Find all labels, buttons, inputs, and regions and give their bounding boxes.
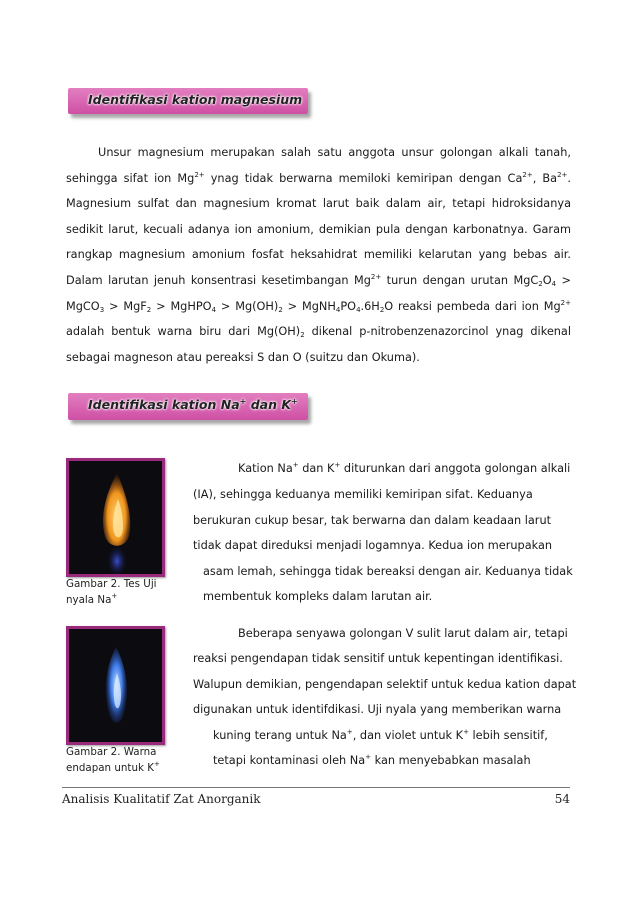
text-line: asam lemah, sehingga tidak bereaksi dengan air. Keduanya tidak <box>203 565 573 578</box>
text-line: membentuk kompleks dalam larutan air. <box>203 590 433 603</box>
figure-2-caption: Gambar 2. Warna endapan untuk K+ <box>66 746 160 774</box>
page-number: 54 <box>554 792 570 806</box>
text-line: tetapi kontaminasi oleh Na+ kan menyebabkan masalah <box>213 753 531 767</box>
text-line: Beberapa senyawa golongan V sulit larut dalam air, tetapi <box>238 627 568 640</box>
yellow-flame-icon <box>69 461 162 574</box>
text-line: (IA), sehingga keduanya memiliki kemiripan sifat. Keduanya <box>193 488 533 501</box>
flame-test-k-image <box>66 626 165 745</box>
section-heading-banner <box>68 88 308 114</box>
footer-divider <box>62 787 570 788</box>
flame-test-na-image <box>66 458 165 577</box>
text-line: digunakan untuk identifdikasi. Uji nyala yang memberikan warna <box>193 703 562 716</box>
text-line: Walupun demikian, pengendapan selektif untuk kedua kation dapat <box>193 678 577 691</box>
section-heading-2: Identifikasi kation Na+ dan K+ <box>88 397 298 413</box>
text-line: Kation Na+ dan K+ diturunkan dari anggota golongan alkali <box>238 461 571 475</box>
text-line: reaksi pengendapan tidak sensitif untuk kepentingan identifikasi. <box>193 652 563 665</box>
text-line: berukuran cukup besar, tak berwarna dan dalam keadaan larut <box>193 514 552 527</box>
footer-title: Analisis Kualitatif Zat Anorganik <box>62 792 261 806</box>
magnesium-paragraph: Unsur magnesium merupakan salah satu anggota unsur golongan alkali tanah, sehingga sifat ion $Mg^{2+}$ ynag tidak berwarna memiloki kemiripan dengan $Ca^{2+}$, $Ba^{2+}$. Magnesium sulfat dan magnesium kromat larut baik dalam air, tetapi hidroksidanya sedikit larut, kecuali adanya ion amonium, demikian pula dengan karbonatnya. Garam rangkap magnesium amonium fosfat heksahidrat memiliki kelarutan yang bebas air. Dalam larutan jenuh konsentrasi kesetimbangan $Mg^{2+}$ turun dengan urutan $MgC_2O_4$ > MgCO$_3$ > MgF$_2$ > MgHPO$_4$ > $Mg(OH)_2$ > $MgNH_4PO_4.6H_2O$ reaksi pembeda dari ion $Mg^{2+}$ adalah bentuk warna biru dari $Mg(OH)_2$ dikenal p-nitrobenzenazorcinol ynag dikenal sebagai magneson atau pereaksi S dan O (suitzu dan Okuma). <box>66 146 571 364</box>
blue-flame-icon <box>69 629 162 742</box>
section-heading: Identifikasi kation magnesium <box>88 92 303 107</box>
figure-1-caption: Gambar 2. Tes Uji nyala Na+ <box>66 578 157 606</box>
text-line: tidak dapat direduksi menjadi logamnya. Kedua ion merupakan <box>193 539 553 552</box>
text-line: kuning terang untuk Na+, dan violet untuk K+ lebih sensitif, <box>213 728 548 742</box>
section-heading-banner-2 <box>68 393 308 420</box>
